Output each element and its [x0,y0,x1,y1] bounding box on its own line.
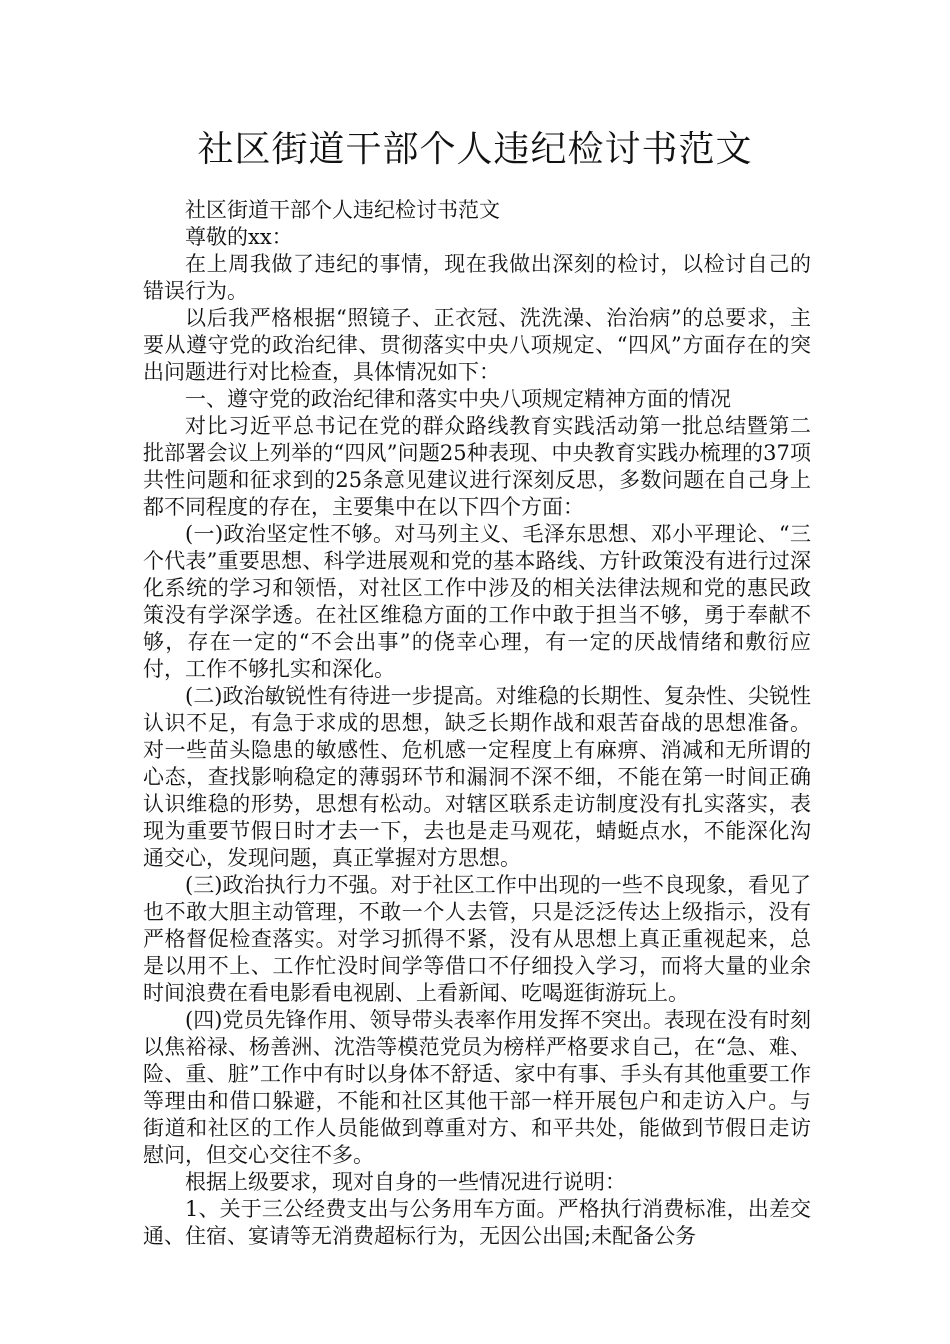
paragraph: 对比习近平总书记在党的群众路线教育实践活动第一批总结暨第二批部署会议上列举的“四风”问题25种表现、中央教育实践办梳理的37项共性问题和征求到的25条意见建议进行深刻反思，多数问题在自己身上都不同程度的存在，主要集中在以下四个方面： [143,414,811,519]
paragraph-subtitle: 社区街道干部个人违纪检讨书范文 [185,198,500,222]
document-body [143,197,811,1250]
paragraph: 在上周我做了违纪的事情，现在我做出深刻的检讨，以检讨自己的错误行为。 [143,252,811,303]
paragraph-salutation: 尊敬的xx： [185,225,293,249]
paragraph: 根据上级要求，现对自身的一些情况进行说明： [185,1170,626,1194]
paragraph: 以后我严格根据“照镜子、正衣冠、洗洗澡、治治病”的总要求，主要从遵守党的政治纪律、贯彻落实中央八项规定、“四风”方面存在的突出问题进行对比检查，具体情况如下： [143,306,811,384]
paragraph: (二)政治敏锐性有待进一步提高。对维稳的长期性、复杂性、尖锐性认识不足，有急于求成的思想，缺乏长期作战和艰苦奋战的思想准备。对一些苗头隐患的敏感性、危机感一定程度上有麻痹、消减和无所谓的心态，查找影响稳定的薄弱环节和漏洞不深不细，不能在第一时间正确认识维稳的形势，思想有松动。对辖区联系走访制度没有扎实落实，表现为重要节假日时才去一下，去也是走马观花，蜻蜓点水，不能深化沟通交心，发现问题，真正掌握对方思想。 [143,684,811,870]
paragraph: (一)政治坚定性不够。对马列主义、毛泽东思想、邓小平理论、“三个代表”重要思想、科学进展观和党的基本路线、方针政策没有进行过深化系统的学习和领悟，对社区工作中涉及的相关法律法规和党的惠民政策没有学深学透。在社区维稳方面的工作中敢于担当不够，勇于奉献不够，存在一定的“不会出事”的侥幸心理，有一定的厌战情绪和敷衍应付，工作不够扎实和深化。 [143,522,811,681]
paragraph: (三)政治执行力不强。对于社区工作中出现的一些不良现象，看见了也不敢大胆主动管理，不敢一个人去管，只是泛泛传达上级指示，没有严格督促检查落实。对学习抓得不紧，没有从思想上真正重视起来，总是以用不上、工作忙没时间学等借口不仔细投入学习，而将大量的业余时间浪费在看电影看电视剧、上看新闻、吃喝逛街游玩上。 [143,873,811,1005]
document-title: 社区街道干部个人违纪检讨书范文 [197,129,753,170]
paragraph: 1、关于三公经费支出与公务用车方面。严格执行消费标准，出差交通、住宿、宴请等无消费超标行为，无因公出国;未配备公务 [143,1197,811,1248]
section-heading: 一、遵守党的政治纪律和落实中央八项规定精神方面的情况 [185,387,731,411]
paragraph: (四)党员先锋作用、领导带头表率作用发挥不突出。表现在没有时刻以焦裕禄、杨善洲、沈浩等模范党员为榜样严格要求自己，在“急、难、险、重、脏”工作中有时以身体不舒适、家中有事、手头有其他重要工作等理由和借口躲避，不能和社区其他干部一样开展包户和走访入户。与街道和社区的工作人员能做到尊重对方、和平共处，能做到节假日走访慰问，但交心交往不多。 [143,1008,811,1167]
